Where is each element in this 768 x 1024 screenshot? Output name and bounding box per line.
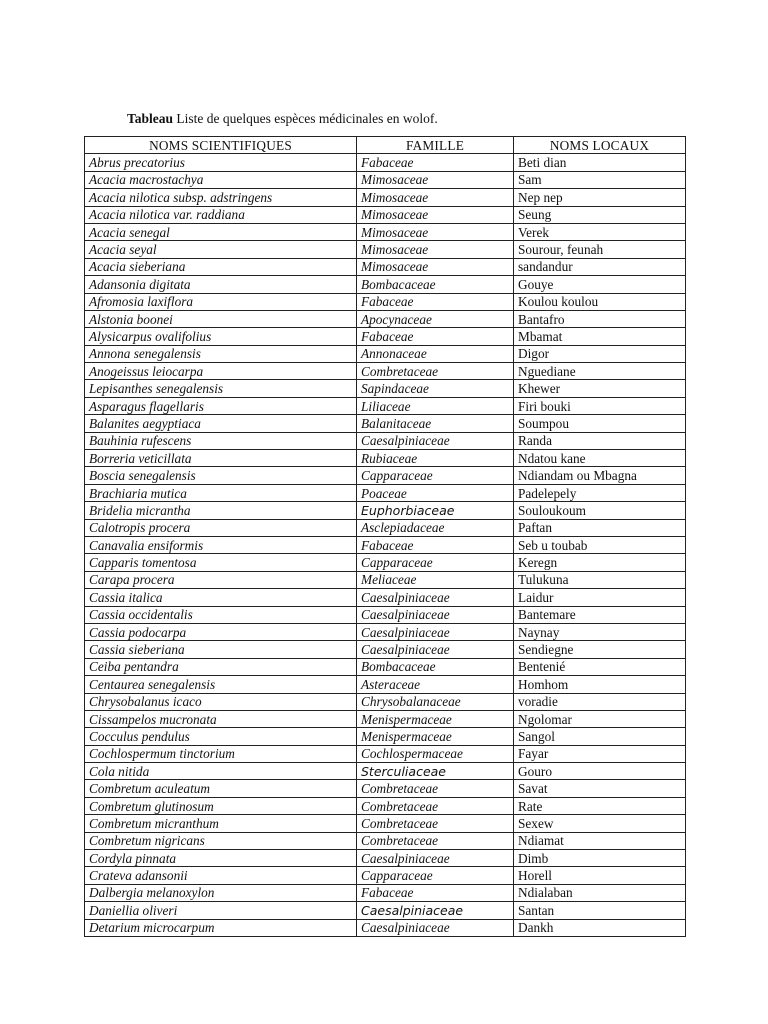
cell-local-name: Ngolomar (514, 710, 686, 727)
cell-family: Combretaceae (357, 780, 514, 797)
table-row (85, 206, 686, 223)
table-row (85, 710, 686, 727)
table-row (85, 484, 686, 501)
cell-scientific-name: Abrus precatorius (85, 154, 357, 171)
table-row (85, 884, 686, 901)
cell-scientific-name: Cassia italica (85, 589, 357, 606)
cell-local-name: Keregn (514, 554, 686, 571)
cell-scientific-name: Adansonia digitata (85, 276, 357, 293)
cell-local-name: Padelepely (514, 484, 686, 501)
table-row (85, 432, 686, 449)
cell-local-name: Seb u toubab (514, 536, 686, 553)
cell-family: Mimosaceae (357, 241, 514, 258)
cell-family: Fabaceae (357, 536, 514, 553)
cell-local-name: Verek (514, 223, 686, 240)
cell-scientific-name: Alysicarpus ovalifolius (85, 328, 357, 345)
cell-scientific-name: Detarium microcarpum (85, 919, 357, 936)
cell-local-name: Naynay (514, 623, 686, 640)
table-row (85, 345, 686, 362)
table-row (85, 154, 686, 171)
cell-scientific-name: Annona senegalensis (85, 345, 357, 362)
table-row (85, 223, 686, 240)
table-row (85, 919, 686, 936)
header-scientific-names: NOMS SCIENTIFIQUES (85, 137, 357, 154)
table-row (85, 832, 686, 849)
table-row (85, 745, 686, 762)
cell-family: Capparaceae (357, 554, 514, 571)
cell-family: Fabaceae (357, 154, 514, 171)
cell-family: Liliaceae (357, 397, 514, 414)
table-row (85, 606, 686, 623)
cell-family: Caesalpiniaceae (357, 919, 514, 936)
cell-local-name: Dimb (514, 850, 686, 867)
table-row (85, 310, 686, 327)
cell-scientific-name: Balanites aegyptiaca (85, 415, 357, 432)
cell-family: Annonaceae (357, 345, 514, 362)
table-row (85, 502, 686, 519)
cell-local-name: Paftan (514, 519, 686, 536)
table-row (85, 536, 686, 553)
cell-local-name: Ndatou kane (514, 450, 686, 467)
cell-scientific-name: Alstonia boonei (85, 310, 357, 327)
cell-family: Bombacaceae (357, 658, 514, 675)
cell-family: Capparaceae (357, 867, 514, 884)
species-table (84, 136, 686, 937)
cell-scientific-name: Cassia sieberiana (85, 641, 357, 658)
cell-family: Cochlospermaceae (357, 745, 514, 762)
cell-scientific-name: Acacia seyal (85, 241, 357, 258)
cell-local-name: Santan (514, 902, 686, 919)
header-family: FAMILLE (357, 137, 514, 154)
cell-local-name: Firi bouki (514, 397, 686, 414)
cell-scientific-name: Cocculus pendulus (85, 728, 357, 745)
cell-local-name: Nep nep (514, 189, 686, 206)
cell-family: Mimosaceae (357, 206, 514, 223)
cell-scientific-name: Brachiaria mutica (85, 484, 357, 501)
table-row (85, 328, 686, 345)
table-header-row (85, 137, 686, 154)
cell-family: Poaceae (357, 484, 514, 501)
cell-scientific-name: Cochlospermum tinctorium (85, 745, 357, 762)
cell-scientific-name: Boscia senegalensis (85, 467, 357, 484)
cell-scientific-name: Combretum glutinosum (85, 797, 357, 814)
cell-scientific-name: Canavalia ensiformis (85, 536, 357, 553)
cell-family: Combretaceae (357, 363, 514, 380)
cell-family: Caesalpiniaceae (357, 432, 514, 449)
cell-scientific-name: Anogeissus leiocarpa (85, 363, 357, 380)
table-row (85, 850, 686, 867)
cell-family: Caesalpiniaceae (357, 902, 514, 919)
cell-family: Asteraceae (357, 676, 514, 693)
cell-local-name: sandandur (514, 258, 686, 275)
table-row (85, 293, 686, 310)
cell-family: Caesalpiniaceae (357, 850, 514, 867)
table-row (85, 171, 686, 188)
cell-family: Caesalpiniaceae (357, 589, 514, 606)
cell-scientific-name: Cassia occidentalis (85, 606, 357, 623)
cell-scientific-name: Combretum nigricans (85, 832, 357, 849)
table-row (85, 276, 686, 293)
cell-local-name: voradie (514, 693, 686, 710)
cell-scientific-name: Ceiba pentandra (85, 658, 357, 675)
cell-local-name: Fayar (514, 745, 686, 762)
cell-local-name: Ndiandam ou Mbagna (514, 467, 686, 484)
cell-local-name: Beti dian (514, 154, 686, 171)
table-row (85, 641, 686, 658)
cell-scientific-name: Borreria veticillata (85, 450, 357, 467)
table-row (85, 258, 686, 275)
cell-scientific-name: Lepisanthes senegalensis (85, 380, 357, 397)
table-caption (127, 111, 438, 127)
cell-local-name: Gouro (514, 763, 686, 780)
cell-local-name: Ndialaban (514, 884, 686, 901)
cell-family: Chrysobalanaceae (357, 693, 514, 710)
table-row (85, 241, 686, 258)
header-local-names: NOMS LOCAUX (514, 137, 686, 154)
table-row (85, 623, 686, 640)
cell-family: Asclepiadaceae (357, 519, 514, 536)
table-row (85, 189, 686, 206)
table-row (85, 763, 686, 780)
cell-family: Euphorbiaceae (357, 502, 514, 519)
cell-scientific-name: Combretum micranthum (85, 815, 357, 832)
cell-scientific-name: Afromosia laxiflora (85, 293, 357, 310)
cell-scientific-name: Daniellia oliveri (85, 902, 357, 919)
cell-family: Balanitaceae (357, 415, 514, 432)
table-row (85, 519, 686, 536)
cell-scientific-name: Bridelia micrantha (85, 502, 357, 519)
cell-local-name: Bantafro (514, 310, 686, 327)
cell-local-name: Tulukuna (514, 571, 686, 588)
cell-local-name: Bantemare (514, 606, 686, 623)
cell-family: Menispermaceae (357, 710, 514, 727)
cell-local-name: Rate (514, 797, 686, 814)
cell-scientific-name: Capparis tomentosa (85, 554, 357, 571)
cell-local-name: Savat (514, 780, 686, 797)
cell-family: Caesalpiniaceae (357, 641, 514, 658)
cell-local-name: Nguediane (514, 363, 686, 380)
table-row (85, 815, 686, 832)
cell-scientific-name: Asparagus flagellaris (85, 397, 357, 414)
cell-local-name: Sam (514, 171, 686, 188)
cell-family: Fabaceae (357, 328, 514, 345)
table-row (85, 902, 686, 919)
cell-scientific-name: Cordyla pinnata (85, 850, 357, 867)
cell-local-name: Horell (514, 867, 686, 884)
cell-local-name: Mbamat (514, 328, 686, 345)
table-row (85, 693, 686, 710)
cell-family: Mimosaceae (357, 171, 514, 188)
table-row (85, 589, 686, 606)
cell-local-name: Souloukoum (514, 502, 686, 519)
cell-family: Menispermaceae (357, 728, 514, 745)
cell-scientific-name: Calotropis procera (85, 519, 357, 536)
cell-family: Fabaceae (357, 293, 514, 310)
cell-local-name: Sexew (514, 815, 686, 832)
table-row (85, 867, 686, 884)
cell-scientific-name: Cola nitida (85, 763, 357, 780)
cell-family: Combretaceae (357, 797, 514, 814)
cell-family: Caesalpiniaceae (357, 623, 514, 640)
cell-family: Mimosaceae (357, 189, 514, 206)
cell-scientific-name: Crateva adansonii (85, 867, 357, 884)
cell-local-name: Bentenié (514, 658, 686, 675)
cell-scientific-name: Acacia nilotica subsp. adstringens (85, 189, 357, 206)
cell-scientific-name: Centaurea senegalensis (85, 676, 357, 693)
table-row (85, 380, 686, 397)
cell-scientific-name: Acacia senegal (85, 223, 357, 240)
table-row (85, 676, 686, 693)
cell-family: Combretaceae (357, 815, 514, 832)
table-row (85, 658, 686, 675)
cell-local-name: Sendiegne (514, 641, 686, 658)
cell-family: Sterculiaceae (357, 763, 514, 780)
cell-family: Meliaceae (357, 571, 514, 588)
cell-local-name: Sangol (514, 728, 686, 745)
cell-scientific-name: Acacia nilotica var. raddiana (85, 206, 357, 223)
table-row (85, 554, 686, 571)
table-row (85, 571, 686, 588)
cell-local-name: Laidur (514, 589, 686, 606)
table-row (85, 797, 686, 814)
cell-local-name: Khewer (514, 380, 686, 397)
table-row (85, 467, 686, 484)
cell-family: Sapindaceae (357, 380, 514, 397)
cell-family: Mimosaceae (357, 258, 514, 275)
table-row (85, 415, 686, 432)
cell-scientific-name: Acacia sieberiana (85, 258, 357, 275)
cell-scientific-name: Cissampelos mucronata (85, 710, 357, 727)
cell-family: Caesalpiniaceae (357, 606, 514, 623)
cell-scientific-name: Acacia macrostachya (85, 171, 357, 188)
caption-lead: Tableau (127, 111, 174, 126)
cell-scientific-name: Bauhinia rufescens (85, 432, 357, 449)
cell-family: Combretaceae (357, 832, 514, 849)
cell-scientific-name: Dalbergia melanoxylon (85, 884, 357, 901)
cell-scientific-name: Carapa procera (85, 571, 357, 588)
table-row (85, 780, 686, 797)
table-row (85, 397, 686, 414)
caption-text: Liste de quelques espèces médicinales en wolof. (176, 111, 438, 126)
cell-local-name: Soumpou (514, 415, 686, 432)
cell-family: Mimosaceae (357, 223, 514, 240)
cell-scientific-name: Combretum aculeatum (85, 780, 357, 797)
cell-family: Apocynaceae (357, 310, 514, 327)
cell-local-name: Randa (514, 432, 686, 449)
cell-local-name: Koulou koulou (514, 293, 686, 310)
cell-scientific-name: Cassia podocarpa (85, 623, 357, 640)
cell-family: Rubiaceae (357, 450, 514, 467)
cell-local-name: Homhom (514, 676, 686, 693)
table-row (85, 728, 686, 745)
table-row (85, 450, 686, 467)
cell-scientific-name: Chrysobalanus icaco (85, 693, 357, 710)
cell-family: Fabaceae (357, 884, 514, 901)
cell-local-name: Dankh (514, 919, 686, 936)
species-table-body (85, 154, 686, 937)
cell-family: Bombacaceae (357, 276, 514, 293)
cell-local-name: Gouye (514, 276, 686, 293)
table-row (85, 363, 686, 380)
cell-family: Capparaceae (357, 467, 514, 484)
cell-local-name: Ndiamat (514, 832, 686, 849)
cell-local-name: Digor (514, 345, 686, 362)
cell-local-name: Seung (514, 206, 686, 223)
cell-local-name: Sourour, feunah (514, 241, 686, 258)
